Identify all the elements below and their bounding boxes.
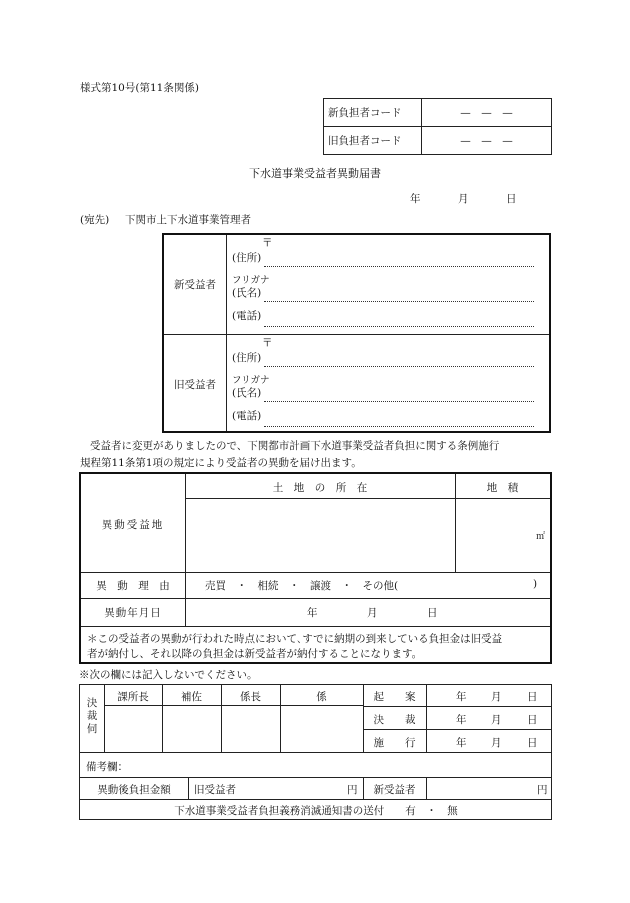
note-line-2: 者が納付し、それ以降の負担金は新受益者が納付することになります。 [87, 648, 423, 660]
reason-label: 異 動 理 由 [96, 580, 170, 592]
old-phone-label: (電話) [232, 410, 262, 422]
move-date-month: 月 [367, 607, 378, 619]
new-furigana-label: フリガナ [232, 275, 270, 286]
old-address-field[interactable] [264, 366, 534, 367]
amount-new-yen: 円 [537, 784, 548, 796]
step-execution-year: 年 [456, 737, 467, 749]
step-decision-year: 年 [456, 714, 467, 726]
old-name-label: (氏名) [232, 387, 262, 399]
step-draft-day: 日 [527, 691, 538, 703]
step-decision-day: 日 [527, 714, 538, 726]
location-header: 土 地 の 所 在 [272, 482, 368, 494]
form-number: 様式第10号(第11条関係) [80, 82, 199, 94]
new-beneficiary-label: 新受益者 [174, 279, 216, 291]
area-header: 地 積 [486, 482, 519, 494]
addressee-name: 下関市上下水道事業管理者 [125, 214, 251, 226]
old-name-field[interactable] [264, 401, 534, 402]
amount-new-label: 新受益者 [373, 784, 416, 796]
land-section-label: 異動受益地 [101, 519, 165, 531]
new-phone-label: (電話) [232, 310, 262, 322]
step-execution-month: 月 [491, 737, 502, 749]
document-title: 下水道事業受益者異動届書 [249, 167, 381, 180]
date-day: 日 [506, 193, 517, 205]
addressee-prefix: (宛先) [80, 214, 110, 226]
step-decision-month: 月 [491, 714, 502, 726]
date-year: 年 [410, 193, 421, 205]
area-unit: ㎡ [536, 532, 546, 542]
role-assistant: 補佐 [181, 691, 202, 703]
statement-line-1: 受益者に変更がありましたので、下関都市計画下水道事業受益者負担に関する条例施行 [90, 440, 500, 452]
new-address-field[interactable] [264, 266, 534, 267]
new-address-label: (住所) [232, 252, 262, 264]
new-postal-mark: 〒 [262, 237, 273, 249]
old-furigana-label: フリガナ [232, 375, 270, 386]
role-section-chief: 課所長 [117, 691, 149, 703]
amount-label: 異動後負担金額 [97, 784, 171, 796]
step-draft-year: 年 [456, 691, 467, 703]
notice-line: 下水道事業受益者負担義務消滅通知書の送付 有 ・ 無 [174, 805, 458, 817]
new-code-label: 新負担者コード [324, 99, 422, 127]
beneficiary-box [162, 233, 551, 433]
step-execution-label: 施 行 [373, 737, 416, 749]
reason-options[interactable]: 売買 ・ 相続 ・ 譲渡 ・ その他( [205, 580, 399, 592]
role-subsection-chief: 係長 [240, 691, 261, 703]
remarks-label: 備考欄： [86, 761, 128, 773]
step-draft-label: 起 案 [373, 691, 416, 703]
old-address-label: (住所) [232, 352, 262, 364]
old-beneficiary-label: 旧受益者 [174, 379, 216, 391]
amount-old-yen: 円 [347, 784, 358, 796]
old-code-value[interactable]: — — — [422, 127, 552, 155]
amount-old-label: 旧受益者 [194, 784, 236, 796]
code-table [323, 98, 552, 155]
old-code-label: 旧負担者コード [324, 127, 422, 155]
move-date-year: 年 [307, 607, 318, 619]
location-field[interactable] [187, 500, 453, 570]
step-execution-day: 日 [527, 737, 538, 749]
reason-close: ) [533, 578, 538, 590]
approval-side-label: 決裁伺 [86, 697, 98, 735]
step-decision-label: 決 裁 [373, 714, 416, 726]
land-table [79, 472, 552, 664]
step-draft-month: 月 [491, 691, 502, 703]
old-phone-field[interactable] [264, 426, 534, 427]
note-line-1: ＊この受益者の異動が行われた時点において､すでに納期の到来している負担金は旧受益 [87, 633, 503, 645]
old-postal-mark: 〒 [262, 337, 273, 349]
office-section [79, 684, 552, 820]
new-phone-field[interactable] [264, 326, 534, 327]
move-date-day: 日 [427, 607, 438, 619]
office-use-note: ※次の欄には記入しないでください。 [79, 669, 258, 681]
new-code-value[interactable]: — — — [422, 99, 552, 127]
role-staff: 係 [316, 691, 327, 703]
statement-line-2: 規程第11条第1項の規定により受益者の異動を届け出ます。 [80, 457, 362, 469]
move-date-label: 異動年月日 [104, 607, 162, 619]
date-month: 月 [458, 193, 469, 205]
new-name-field[interactable] [264, 301, 534, 302]
area-field[interactable] [457, 500, 548, 570]
new-name-label: (氏名) [232, 287, 262, 299]
